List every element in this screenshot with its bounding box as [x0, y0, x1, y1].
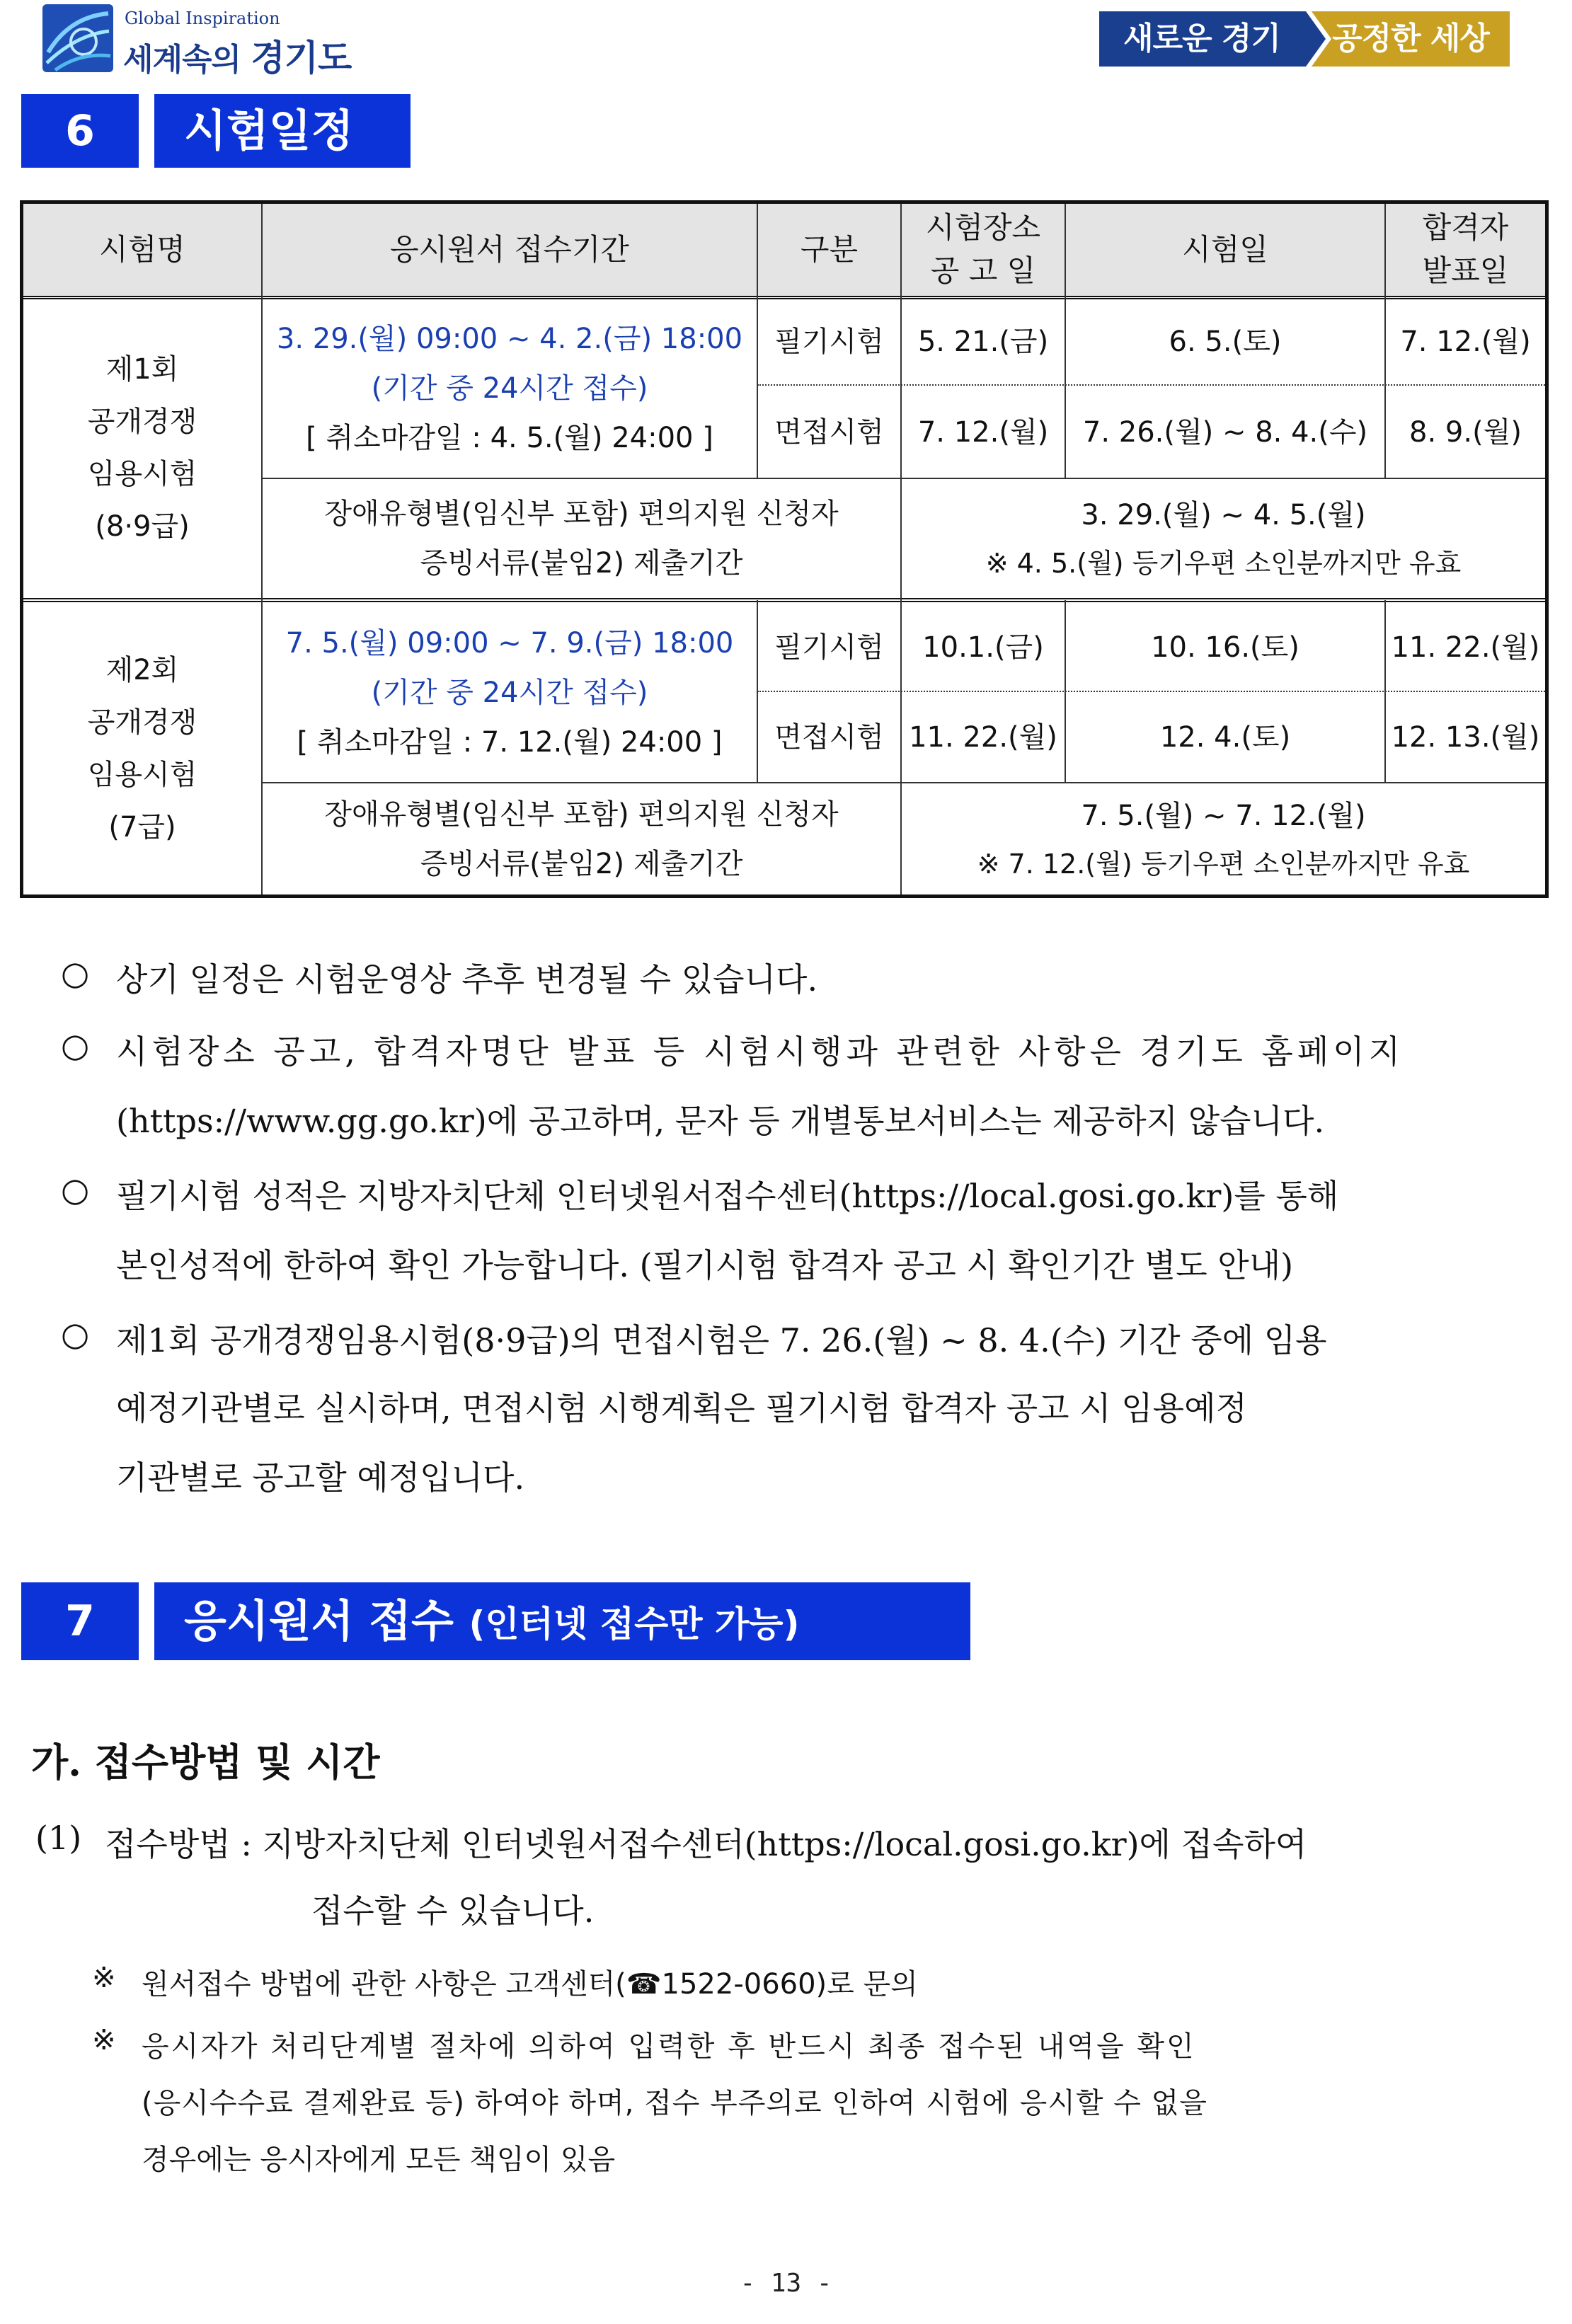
round2-name-line4: (7급): [108, 811, 176, 844]
note-4-bullet: ○: [61, 1315, 90, 1353]
header-result-date: [1386, 204, 1545, 296]
round1-support-note: ※ 4. 5.(월) 등기우편 소인분까지만 유효: [985, 547, 1462, 579]
section-7-title-suffix: (인터넷 접수만 가능): [469, 1604, 800, 1645]
note-3-line1: 필기시험 성적은 지방자치단체 인터넷원서접수센터(https://local.gosi.go.kr)를 통해: [116, 1177, 1339, 1215]
slogan-left: 새로운 경기: [1123, 21, 1280, 57]
round1-interview-date: 7. 26.(월) ~ 8. 4.(수): [1082, 415, 1368, 449]
round2-written-result: 11. 22.(월): [1391, 631, 1540, 664]
round2-support-divider: [262, 782, 1545, 783]
round1-support-line1: 장애유형별(임신부 포함) 편의지원 신청자: [324, 497, 839, 530]
responsibility-line2: (응시수수료 결제완료 등) 하여야 하며, 접수 부주의로 인하여 시험에 응시할 수 없을: [142, 2087, 1207, 2119]
round1-written-venue: 5. 21.(금): [917, 326, 1049, 358]
round1-support-period: [902, 480, 1545, 597]
round1-cancel-deadline: [ 취소마감일 : 4. 5.(월) 24:00 ]: [306, 422, 713, 454]
note-1-line1: 상기 일정은 시험운영상 추후 변경될 수 있습니다.: [116, 960, 818, 999]
round1-interview-result: 8. 9.(월): [1409, 415, 1522, 449]
header-result-line1: 합격자: [1422, 210, 1509, 246]
header-application-period: 응시원서 접수기간: [390, 231, 629, 267]
round2-support-range: 7. 5.(월) ~ 7. 12.(월): [1081, 799, 1366, 832]
note-mark-1: ※: [92, 1962, 116, 1994]
round2-support-period: [902, 784, 1545, 894]
note-2-line1: 시험장소 공고, 합격자명단 발표 등 시험시행과 관련한 사항은 경기도 홈페이지: [116, 1032, 1405, 1071]
round1-support-divider: [262, 478, 1545, 479]
section-7-title-main: 응시원서 접수: [184, 1595, 454, 1647]
note-mark-2: ※: [92, 2024, 116, 2056]
round1-written-result: 7. 12.(월): [1400, 326, 1531, 358]
round1-name-line2: 공개경쟁: [87, 405, 197, 438]
round2-period-range: 7. 5.(월) 09:00 ~ 7. 9.(금) 18:00: [285, 627, 734, 660]
round2-interview-result: 12. 13.(월): [1391, 721, 1540, 754]
note-2-bullet: ○: [61, 1026, 90, 1064]
schedule-table: [20, 200, 1549, 898]
responsibility-line3: 경우에는 응시자에게 모든 책임이 있음: [142, 2144, 616, 2176]
round2-row-divider: [757, 691, 1545, 692]
header-result-line2: 발표일: [1422, 253, 1509, 288]
header-type: 구분: [800, 231, 859, 267]
gyeonggi-logo: [41, 3, 352, 79]
round1-support-range: 3. 29.(월) ~ 4. 5.(월): [1081, 498, 1366, 531]
note-4-line3: 기관별로 공고할 예정입니다.: [116, 1459, 525, 1497]
note-1-bullet: ○: [61, 954, 90, 992]
responsibility-line1: 응시자가 처리단계별 절차에 의하여 입력한 후 반드시 최종 접수된 내역을 확인: [142, 2030, 1196, 2063]
gyeonggi-globe-icon: [41, 3, 115, 74]
item-1-line2: 접수할 수 있습니다.: [311, 1892, 595, 1930]
slogan-right: 공정한 세상: [1332, 21, 1489, 57]
header-venue-line1: 시험장소: [925, 210, 1041, 246]
round2-support-line2: 증빙서류(붙임2) 제출기간: [420, 848, 743, 880]
round1-written-date: 6. 5.(토): [1169, 326, 1282, 358]
round1-period-range: 3. 29.(월) 09:00 ~ 4. 2.(금) 18:00: [276, 323, 743, 355]
round1-exam-name: [23, 299, 261, 597]
round2-interview-venue: 11. 22.(월): [909, 721, 1057, 754]
section-7-title: [154, 1582, 970, 1660]
header-exam-name: 시험명: [99, 231, 185, 267]
contact-note: 원서접수 방법에 관한 사항은 고객센터(☎1522-0660)로 문의: [142, 1968, 918, 2001]
header-exam-date: 시험일: [1182, 231, 1268, 267]
round2-name-line1: 제2회: [105, 654, 179, 686]
round1-written-type: 필기시험: [774, 326, 884, 358]
round1-support-line2: 증빙서류(붙임2) 제출기간: [420, 547, 743, 580]
note-4-line2: 예정기관별로 실시하며, 면접시험 시행계획은 필기시험 합격자 공고 시 임용예정: [116, 1389, 1247, 1427]
round2-application-period: [263, 604, 757, 782]
section-6-number: 6: [21, 94, 139, 168]
round2-name-line2: 공개경쟁: [87, 706, 197, 739]
logo-korean-text: [123, 30, 351, 81]
round2-cancel-deadline: [ 취소마감일 : 7. 12.(월) 24:00 ]: [297, 726, 723, 759]
round1-row-divider: [757, 384, 1545, 386]
round1-interview-venue: 7. 12.(월): [917, 415, 1049, 449]
section-7-number: 7: [21, 1582, 139, 1660]
round2-support-label: [263, 784, 900, 894]
page-number: - 13 -: [740, 2269, 832, 2298]
note-2-line2: (https://www.gg.go.kr)에 공고하며, 문자 등 개별통보서비스는 제공하지 않습니다.: [116, 1102, 1325, 1140]
round2-support-note: ※ 7. 12.(월) 등기우편 소인분까지만 유효: [977, 848, 1470, 880]
round1-name-line4: (8·9급): [95, 510, 190, 543]
section-6-title: 시험일정: [154, 94, 411, 168]
round2-support-line1: 장애유형별(임신부 포함) 편의지원 신청자: [324, 798, 839, 831]
round1-support-label: [263, 480, 900, 597]
logo-english-text: Global Inspiration: [125, 8, 280, 28]
item-1-line1: 접수방법 : 지방자치단체 인터넷원서접수센터(https://local.gosi.go.kr)에 접속하여: [105, 1825, 1307, 1863]
round2-exam-name: [23, 604, 261, 894]
round2-interview-type: 면접시험: [774, 721, 884, 754]
round2-period-note: (기간 중 24시간 접수): [371, 677, 648, 709]
logo-korean-name: 경기도: [251, 38, 352, 79]
logo-korean-prefix: 세계속의: [123, 42, 251, 78]
round1-name-line1: 제1회: [105, 353, 179, 386]
round1-period-note: (기간 중 24시간 접수): [371, 372, 648, 405]
round2-interview-date: 12. 4.(토): [1159, 721, 1291, 754]
round2-written-type: 필기시험: [774, 631, 884, 664]
note-4-line1: 제1회 공개경쟁임용시험(8·9급)의 면접시험은 7. 26.(월) ~ 8. 4.(수) 기간 중에 임용: [116, 1321, 1327, 1359]
header-venue-line2: 공 고 일: [930, 253, 1036, 288]
subsection-title: 가. 접수방법 및 시간: [31, 1739, 380, 1785]
round1-name-line3: 임용시험: [87, 458, 197, 490]
round-divider: [23, 598, 1545, 602]
round2-written-date: 10. 16.(토): [1151, 631, 1300, 664]
item-1-label: (1): [35, 1819, 82, 1857]
note-3-bullet: ○: [61, 1170, 90, 1209]
round2-name-line3: 임용시험: [87, 759, 197, 791]
round1-interview-type: 면접시험: [774, 415, 884, 449]
header-venue-notice: [902, 204, 1065, 296]
note-3-line2: 본인성적에 한하여 확인 가능합니다. (필기시험 합격자 공고 시 확인기간 별도 안내): [116, 1246, 1294, 1284]
round2-written-venue: 10.1.(금): [922, 631, 1044, 664]
round1-application-period: [263, 299, 757, 478]
slogan-banner: [1099, 11, 1510, 67]
